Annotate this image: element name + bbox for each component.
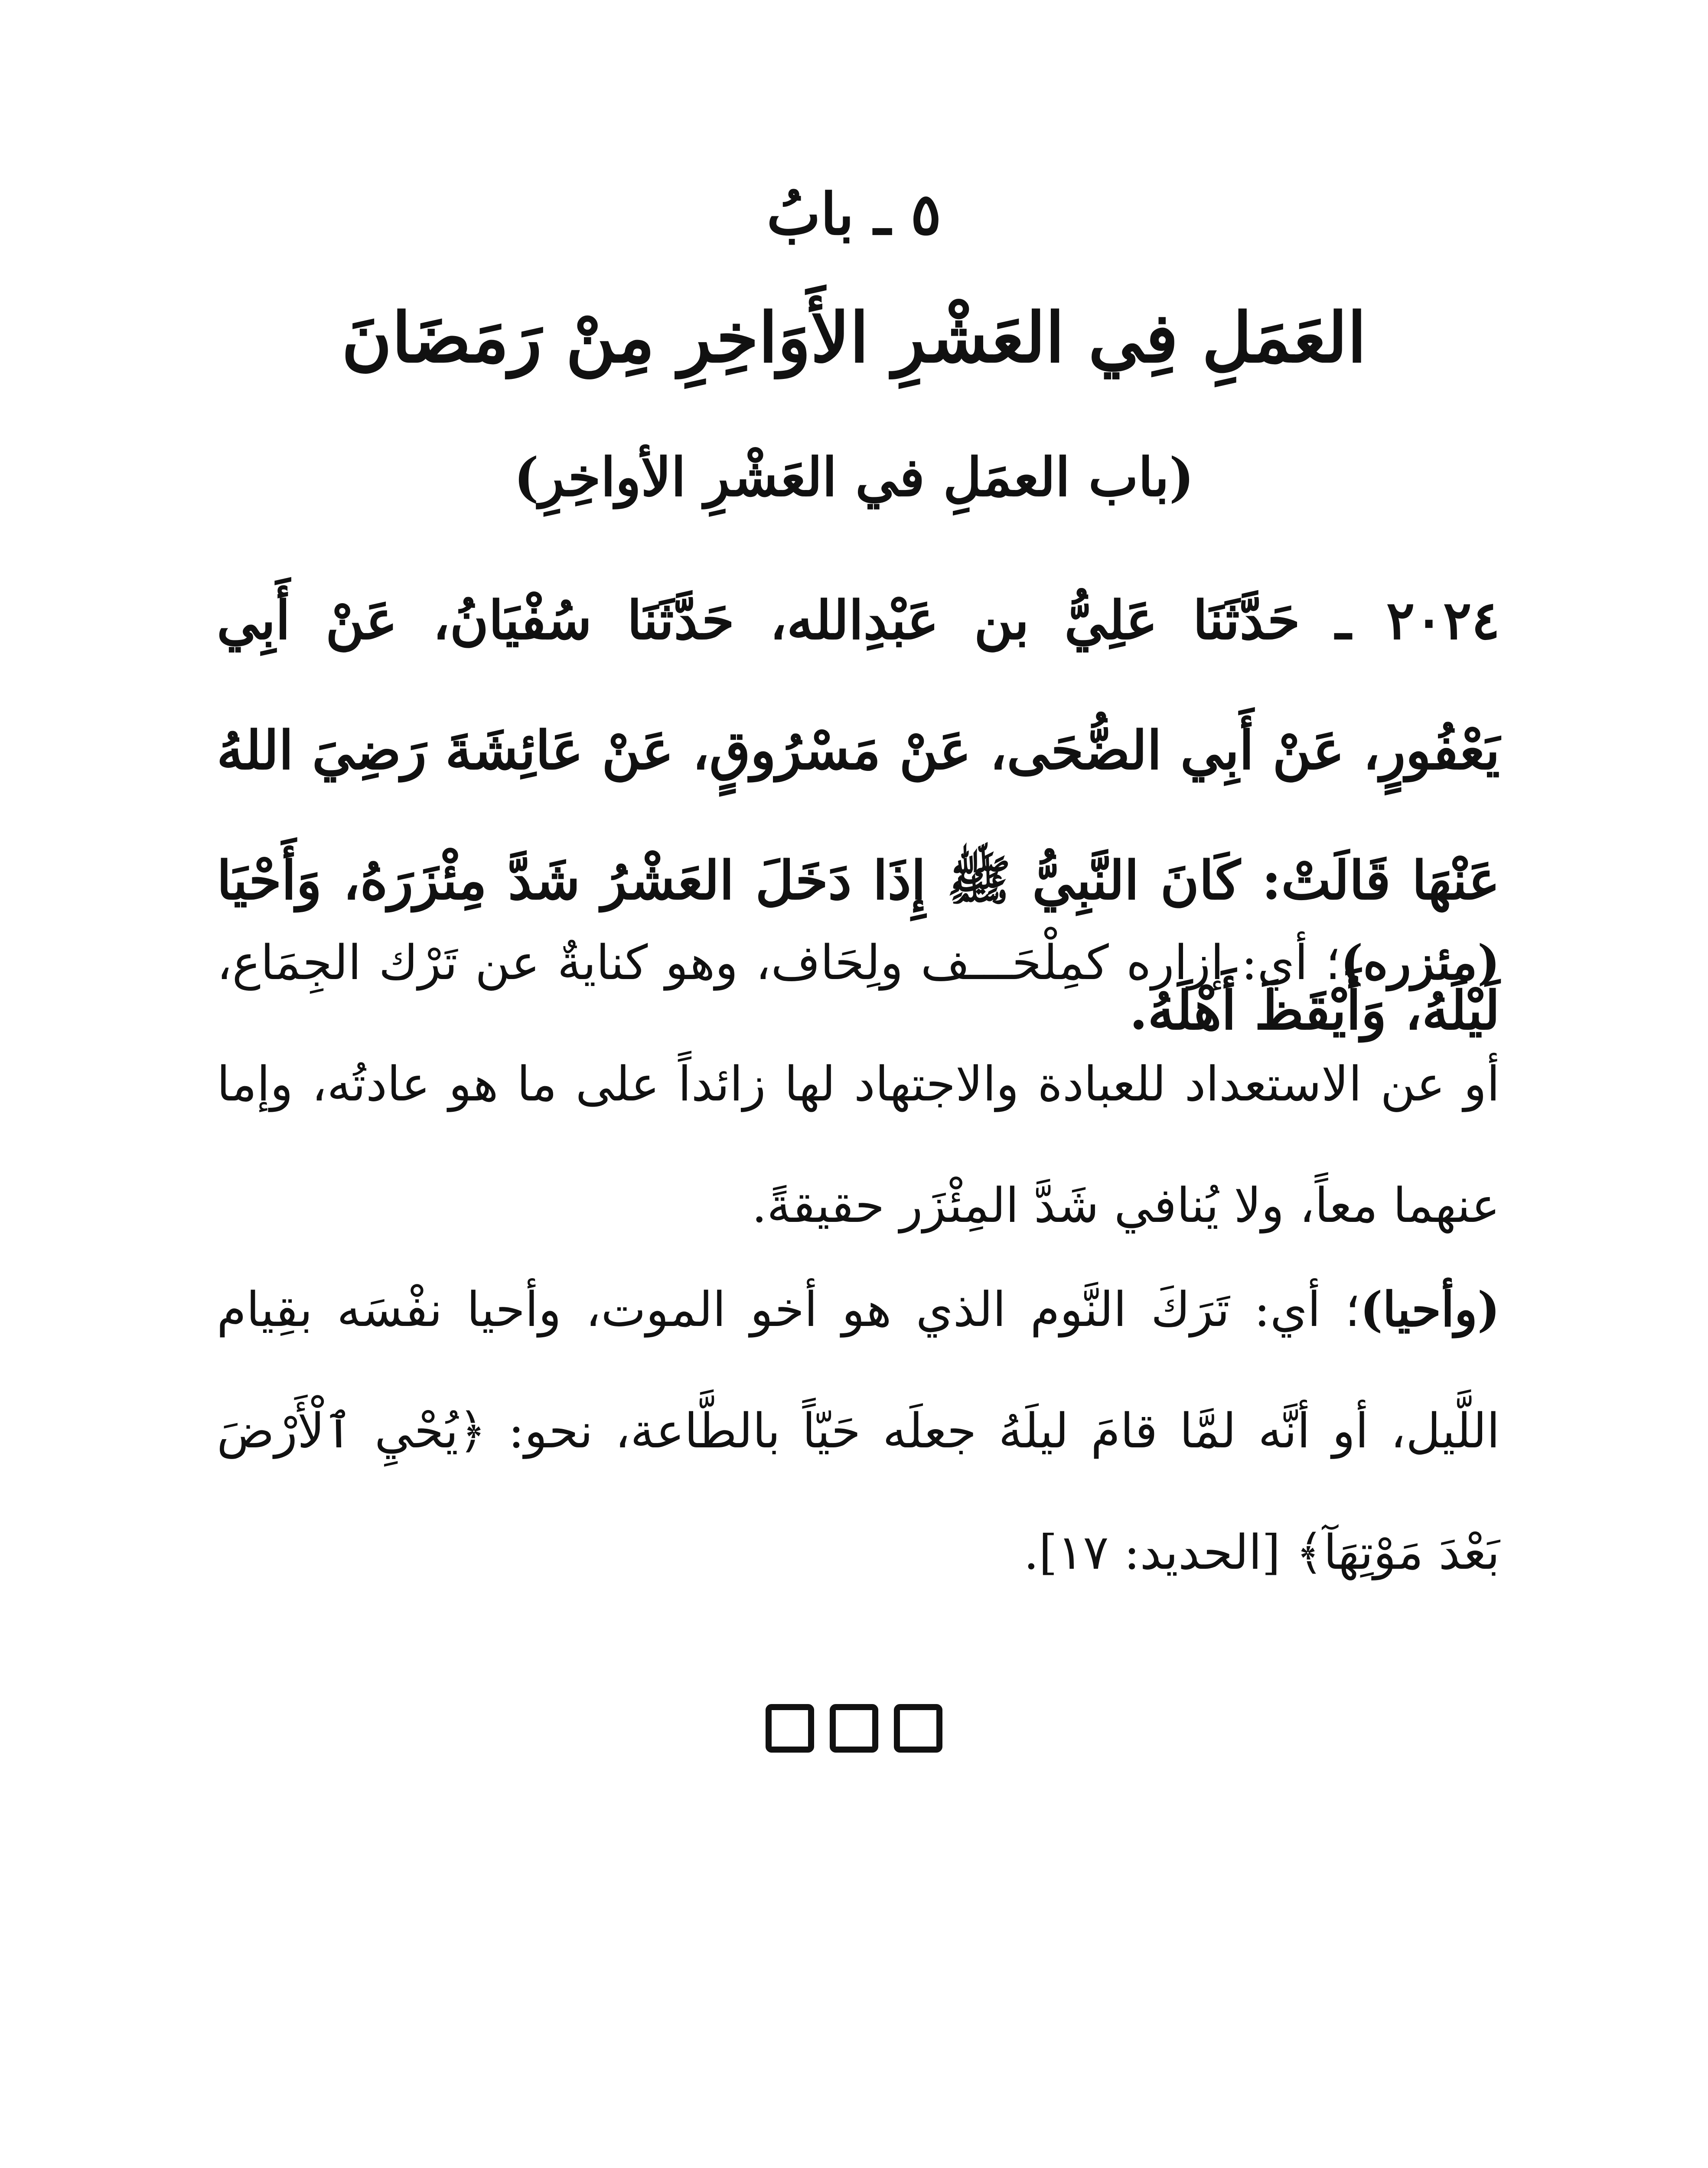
commentary-body: ؛ أي: إزاره كمِلْحَـــف ولِحَاف، وهو كنايةٌ عن تَرْك الجِمَاع، أو عن الاستعداد للعبادة والاجتهاد لها زائداً على ما هو عادتُه، وإما عنهما معاً، ولا يُنافي شَدَّ المِئْزَر حقيقةً. <box>217 935 1500 1233</box>
commentary-paragraph <box>217 1249 1500 1613</box>
chapter-title: العَمَلِ فِي العَشْرِ الأَوَاخِرِ مِنْ رَمَضَانَ <box>342 298 1366 378</box>
alternate-chapter-title: (باب العمَلِ في العَشْرِ الأواخِرِ) <box>514 446 1194 508</box>
section-separator <box>0 1704 1708 1753</box>
square-ornament-icon <box>766 1704 814 1753</box>
commentary-term: (مئزره) <box>1340 934 1500 990</box>
commentary-paragraph <box>217 902 1500 1266</box>
chapter-number: ٥ ـ بابُ <box>766 181 942 248</box>
hadith-text: ٢٠٢٤ ـ حَدَّثَنَا عَلِيُّ بن عَبْدِالله، حَدَّثَنَا سُفْيَانُ، عَنْ أَبِي يَعْفُورٍ، عَنْ أَبِي الضُّحَى، عَنْ مَسْرُوقٍ، عَنْ عَائِشَةَ رَضِيَ اللهُ عَنْهَا قَالَتْ: كَانَ النَّبِيُّ ﷺ إِذَا دَخَلَ العَشْرُ شَدَّ مِئْزَرَهُ، وَأَحْيَا لَيْلَهُ، وَأَيْقَظَ أَهْلَهُ. <box>217 589 1500 1042</box>
commentary-body: ؛ أي: تَرَكَ النَّوم الذي هو أخو الموت، وأحيا نفْسَه بقِيام اللَّيل، أو أنَّه لمَّا قامَ ليلَهُ جعلَه حَيّاً بالطَّاعة، نحو: ﴿يُحْيِ ٱلْأَرْضَ بَعْدَ مَوْتِهَآ﴾ [الحديد: ١٧]. <box>217 1282 1500 1580</box>
commentary-term: (وأحيا) <box>1360 1281 1500 1337</box>
square-ornament-icon <box>894 1704 942 1753</box>
square-ornament-icon <box>830 1704 878 1753</box>
